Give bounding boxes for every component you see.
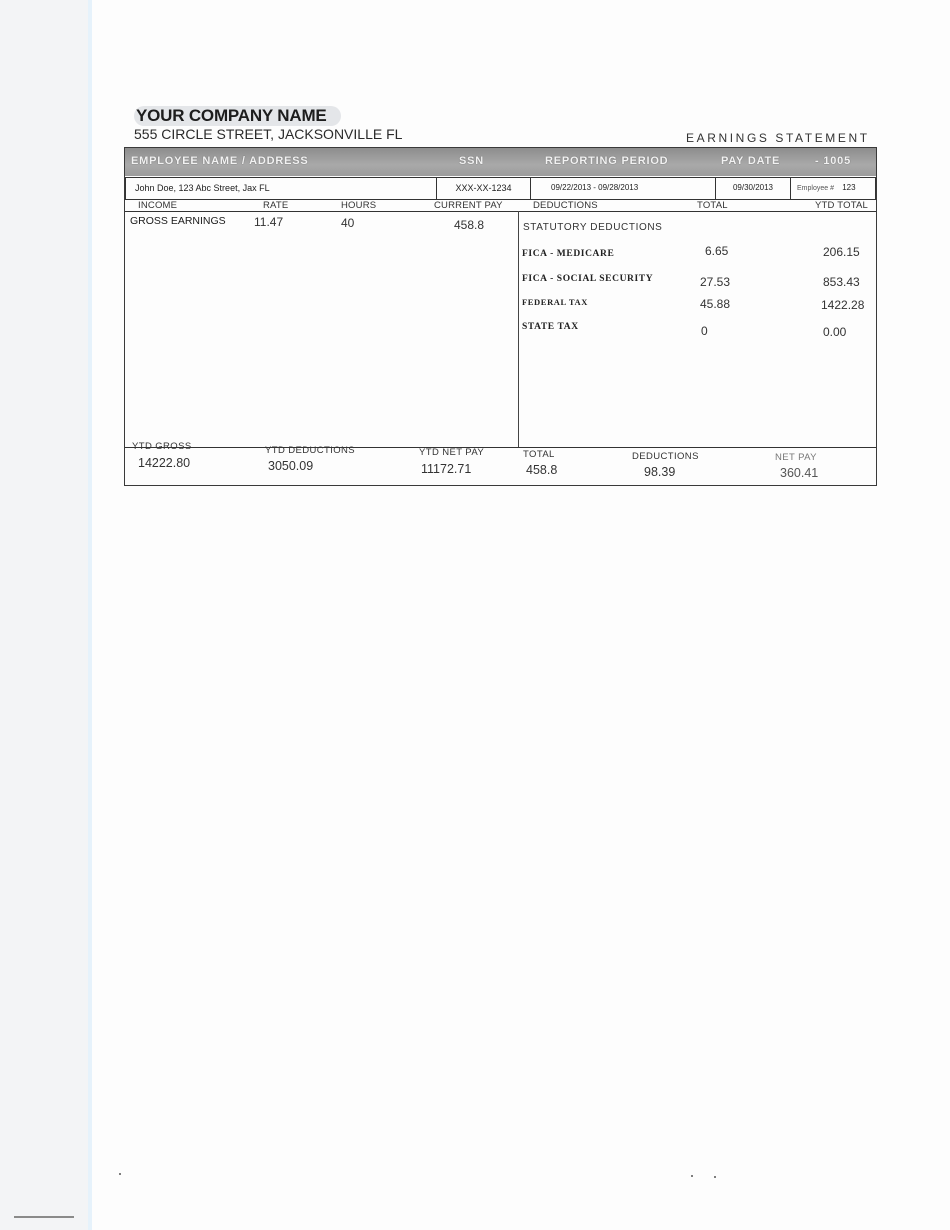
deductions-value: 98.39 (644, 465, 676, 479)
ytd-net-pay-value: 11172.71 (421, 462, 472, 476)
col-rate: RATE (263, 200, 289, 211)
employee-name-address: John Doe, 123 Abc Street, Jax FL (125, 177, 437, 200)
deduction-ytd: 206.15 (823, 245, 860, 259)
pay-date: 09/30/2013 (715, 177, 791, 200)
col-hours: HOURS (341, 200, 377, 211)
deduction-total: 0 (701, 324, 708, 338)
header-pay-date: PAY DATE (721, 155, 781, 167)
header-employee: EMPLOYEE NAME / ADDRESS (131, 155, 309, 167)
deduction-label: FICA - MEDICARE (522, 249, 615, 259)
footer-divider (125, 447, 876, 448)
employee-number-value: 123 (842, 183, 856, 192)
deduction-ytd: 0.00 (823, 325, 847, 339)
col-current-pay: CURRENT PAY (434, 200, 503, 211)
employee-number (790, 177, 876, 200)
company-address: 555 CIRCLE STREET, JACKSONVILLE FL (134, 126, 403, 142)
scan-speck (714, 1176, 716, 1178)
deduction-ytd: 1422.28 (821, 298, 865, 312)
statement-title: EARNINGS STATEMENT (686, 131, 870, 145)
deduction-label: STATE TAX (522, 322, 579, 332)
deduction-total: 6.65 (705, 244, 729, 258)
col-deductions: DEDUCTIONS (533, 200, 598, 211)
deduction-total: 45.88 (700, 297, 731, 311)
deduction-total: 27.53 (700, 275, 731, 289)
net-pay-value: 360.41 (780, 466, 819, 480)
header-ssn: SSN (459, 155, 485, 167)
scan-corner-mark (14, 1216, 74, 1218)
income-hours: 40 (341, 216, 355, 230)
income-current-pay: 458.8 (454, 218, 485, 232)
income-label: GROSS EARNINGS (130, 215, 226, 227)
col-income: INCOME (138, 200, 178, 211)
ytd-gross-label: YTD GROSS (132, 441, 192, 452)
deduction-label: FEDERAL TAX (522, 297, 589, 307)
total-value: 458.8 (526, 463, 558, 477)
deduction-label: FICA - SOCIAL SECURITY (522, 274, 654, 284)
ytd-gross-value: 14222.80 (138, 456, 191, 470)
ytd-net-pay-label: YTD NET PAY (419, 447, 485, 458)
col-total: TOTAL (697, 200, 728, 211)
page-left-edge-line (88, 0, 92, 1230)
employee-number-label: Employee # (797, 185, 834, 192)
reporting-period: 09/22/2013 - 09/28/2013 (530, 177, 716, 200)
header-bar (125, 148, 876, 176)
column-header-divider (125, 211, 876, 212)
page-left-margin (0, 0, 88, 1230)
deductions-label: DEDUCTIONS (632, 451, 699, 462)
header-last: - 1005 (815, 155, 851, 167)
net-pay-label: NET PAY (775, 452, 817, 463)
section-divider (518, 211, 519, 447)
deduction-ytd: 853.43 (823, 275, 860, 289)
ytd-deductions-value: 3050.09 (268, 459, 314, 473)
total-label: TOTAL (523, 449, 555, 460)
income-rate: 11.47 (254, 215, 284, 229)
col-ytd-total: YTD TOTAL (815, 200, 869, 211)
company-name: YOUR COMPANY NAME (134, 106, 341, 126)
employee-ssn: XXX-XX-1234 (436, 177, 531, 200)
scan-speck (119, 1173, 121, 1175)
scan-speck (691, 1175, 693, 1177)
earnings-statement-stub (124, 147, 877, 486)
deductions-section-title: STATUTORY DEDUCTIONS (523, 222, 663, 233)
header-reporting-period: REPORTING PERIOD (545, 155, 669, 167)
ytd-deductions-label: YTD DEDUCTIONS (265, 445, 356, 456)
